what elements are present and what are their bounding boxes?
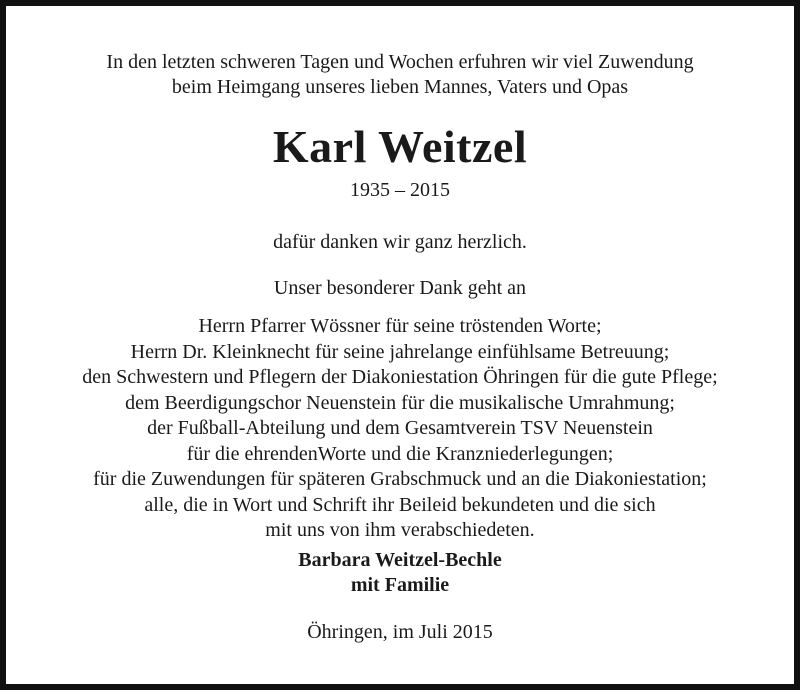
thanks-list-item: für die Zuwendungen für späteren Grabschmuck und an die Diakoniestation; [93, 468, 707, 490]
thanks-list-item: für die ehrendenWorte und die Kranzniederlegungen; [186, 442, 614, 465]
thanks-list-item: dem Beerdigungschor Neuenstein für die musikalische Umrahmung; [125, 391, 675, 414]
signature-family: mit Familie [350, 574, 450, 596]
signature-name: Barbara Weitzel-Bechle [298, 549, 502, 571]
signature [6, 548, 794, 598]
thanks-list-item: Herrn Pfarrer Wössner für seine tröstenden Worte; [198, 315, 602, 337]
deceased-name: Karl Weitzel [272, 121, 528, 172]
intro-line: beim Heimgang unseres lieben Mannes, Vaters und Opas [171, 76, 629, 98]
thanks-list-item: den Schwestern und Pflegern der Diakoniestation Öhringen für die gute Pflege; [82, 366, 718, 388]
life-years: 1935 – 2015 [350, 179, 450, 201]
intro-line: In den letzten schweren Tagen und Wochen erfuhren wir viel Zuwendung [106, 51, 694, 73]
place-date: Öhringen, im Juli 2015 [307, 621, 493, 643]
thanks-list-item: alle, die in Wort und Schrift ihr Beileid bekundeten und die sich [144, 493, 656, 516]
thanks-list-item: der Fußball-Abteilung und dem Gesamtverein TSV Neuenstein [147, 417, 653, 439]
thanks-list [6, 314, 794, 544]
thanks-list-item: Herrn Dr. Kleinknecht für seine jahrelange einfühlsame Betreuung; [130, 340, 670, 363]
thanks-list-item: mit uns von ihm verabschiedeten. [265, 519, 535, 541]
special-thanks-heading: Unser besonderer Dank geht an [273, 277, 527, 299]
intro-text [6, 50, 794, 100]
thanks-line: dafür danken wir ganz herzlich. [273, 231, 527, 253]
thank-you-notice [6, 6, 794, 684]
